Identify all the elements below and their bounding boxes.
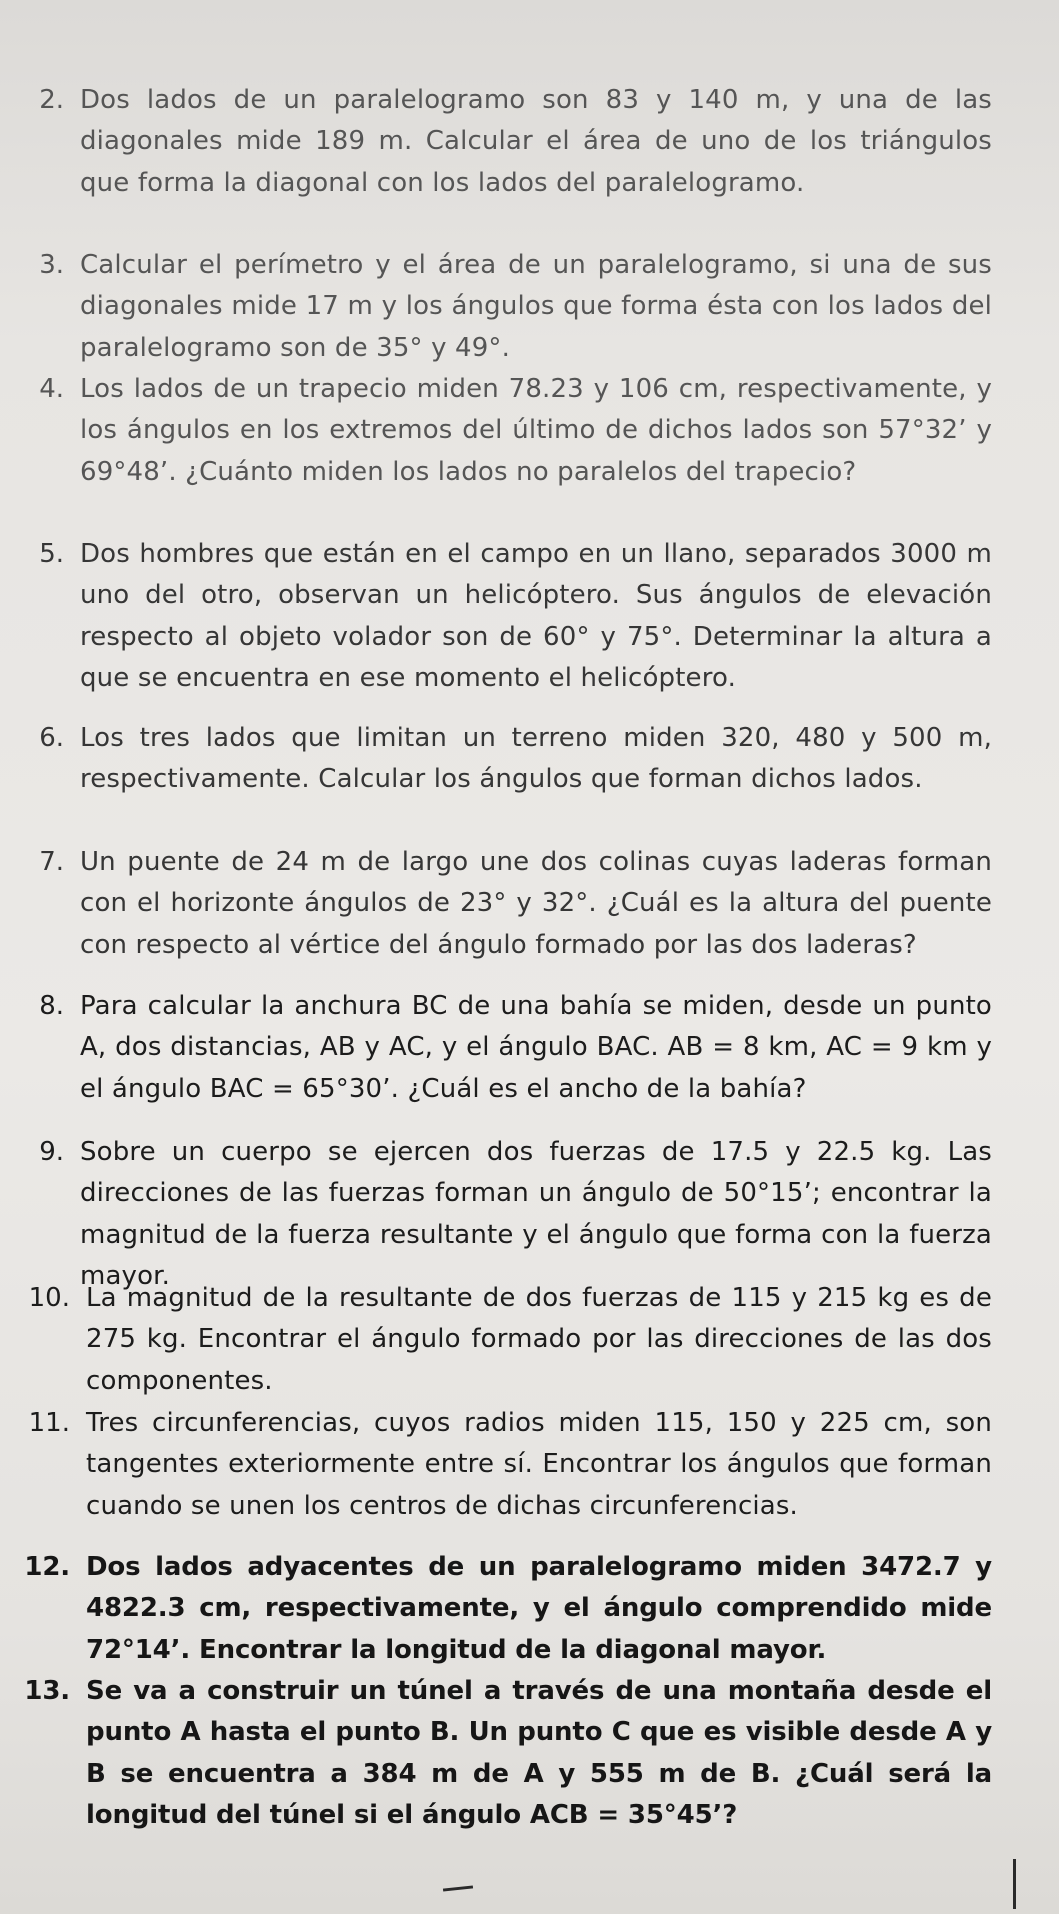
problem-text: Tres circunferencias, cuyos radios miden 115, 150 y 225 cm, son tangentes exteriormente entre sí. Encontrar los ángulos que forman cuando se unen los centros de dichas circunferencias. xyxy=(86,1408,992,1521)
problem-text: Los lados de un trapecio miden 78.23 y 106 cm, respectivamente, y los ángulos en los extremos del último de dichos lados son 57°32’ y 69°48’. ¿Cuánto miden los lados no paralelos del trapecio? xyxy=(80,374,992,487)
problem-number: 13. xyxy=(24,1676,70,1706)
problem-text: Dos lados de un paralelogramo son 83 y 140 m, y una de las diagonales mide 189 m. Calcular el área de uno de los triángulos que forma la diagonal con los lados del paralelogramo. xyxy=(80,85,992,198)
problem-text: Los tres lados que limitan un terreno miden 320, 480 y 500 m, respectivamente. Calcular los ángulos que forman dichos lados. xyxy=(80,723,992,795)
problem-number: 12. xyxy=(24,1552,70,1582)
problem-number: 8. xyxy=(39,991,64,1021)
problem-number: 5. xyxy=(39,539,64,569)
problem-text: Dos hombres que están en el campo en un llano, separados 3000 m uno del otro, observan un helicóptero. Sus ángulos de elevación respecto al objeto volador son de 60° y 75°. Determinar la altura a que se encuentra en ese momento el helicóptero. xyxy=(80,539,992,693)
problem-text: Se va a construir un túnel a través de una montaña desde el punto A hasta el punto B. Un punto C que es visible desde A y B se encuentra a 384 m de A y 555 m de B. ¿Cuál será la longitud del túnel si el ángulo ACB = 35°45’? xyxy=(86,1676,992,1830)
problem-text: Un puente de 24 m de largo une dos colinas cuyas laderas forman con el horizonte ángulos de 23° y 32°. ¿Cuál es la altura del puente con respecto al vértice del ángulo formado por las dos laderas? xyxy=(80,847,992,960)
problem-number: 2. xyxy=(39,85,64,115)
problem-number: 10. xyxy=(28,1283,70,1313)
problem-text: Para calcular la anchura BC de una bahía se miden, desde un punto A, dos distancias, AB y AC, y el ángulo BAC. AB = 8 km, AC = 9 km y el ángulo BAC = 65°30’. ¿Cuál es el ancho de la bahía? xyxy=(80,991,992,1104)
problem-text: La magnitud de la resultante de dos fuerzas de 115 y 215 kg es de 275 kg. Encontrar el ángulo formado por las direcciones de las dos componentes. xyxy=(86,1283,992,1396)
problem-number: 4. xyxy=(39,374,64,404)
problem-number: 11. xyxy=(28,1408,70,1438)
problem-text: Calcular el perímetro y el área de un paralelogramo, si una de sus diagonales mide 17 m y los ángulos que forma ésta con los lados del paralelogramo son de 35° y 49°. xyxy=(80,250,992,363)
problem-text: Sobre un cuerpo se ejercen dos fuerzas de 17.5 y 22.5 kg. Las direcciones de las fuerzas forman un ángulo de 50°15’; encontrar la magnitud de la fuerza resultante y el ángulo que forma con la fuerza mayor. xyxy=(80,1137,992,1291)
problem-number: 7. xyxy=(39,847,64,877)
problem-text: Dos lados adyacentes de un paralelogramo miden 3472.7 y 4822.3 cm, respectivamente, y el ángulo comprendido mide 72°14’. Encontrar la longitud de la diagonal mayor. xyxy=(86,1552,992,1665)
problem-number: 3. xyxy=(39,250,64,280)
problem-number: 6. xyxy=(39,723,64,753)
page-edge-mark xyxy=(1013,1859,1016,1909)
problem-number: 9. xyxy=(39,1137,64,1167)
